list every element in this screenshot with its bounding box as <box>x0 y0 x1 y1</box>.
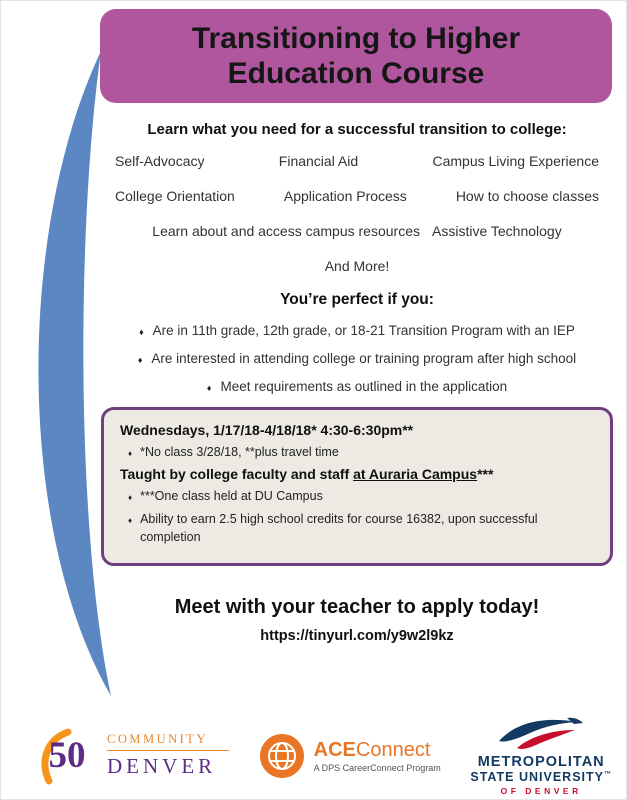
logo-row <box>37 715 612 796</box>
msu-of-denver-label: OF DENVER <box>500 786 582 796</box>
qualify-bullet <box>101 323 613 338</box>
ace-label: ACE <box>313 738 356 761</box>
flyer-body <box>101 121 613 644</box>
topics-row-1 <box>101 153 613 169</box>
schedule-note <box>128 510 594 546</box>
ace-name <box>314 739 441 761</box>
topics-row-3 <box>101 223 613 239</box>
diamond-bullet-icon: ♦ <box>128 449 133 458</box>
cta-heading: Meet with your teacher to apply today! <box>174 595 540 618</box>
qualify-bullet-text: Are in 11th grade, 12th grade, or 18-21 Transition Program with an IEP <box>152 323 575 338</box>
intro-heading: Learn what you need for a successful transition to college: <box>147 121 567 138</box>
msu-metropolitan-label: METROPOLITAN <box>477 754 605 770</box>
qualify-bullet-text: Meet requirements as outlined in the application <box>220 379 508 394</box>
qualify-bullet <box>101 379 613 394</box>
ccd-denver-label: DENVER <box>107 754 217 778</box>
schedule-line: Wednesdays, 1/17/18-4/18/18* 4:30-6:30pm** <box>120 422 414 438</box>
ccd-logo-text <box>107 732 229 779</box>
topic-item: Application Process <box>283 188 407 204</box>
schedule-note-text: ***One class held at DU Campus <box>140 489 323 504</box>
qualify-heading: You’re perfect if you: <box>280 291 434 308</box>
ccd-logo <box>37 725 229 787</box>
ccd-50-text: 50 <box>48 735 86 776</box>
title-banner <box>100 9 612 103</box>
topic-item: How to choose classes <box>455 188 599 204</box>
ccd-50-mark <box>37 725 97 787</box>
globe-icon <box>259 733 305 779</box>
taught-suffix: *** <box>477 466 494 483</box>
msu-denver-logo <box>470 715 612 796</box>
trademark-symbol: ™ <box>603 770 612 778</box>
diamond-bullet-icon: ♦ <box>128 516 133 526</box>
qualify-bullet-text: Are interested in attending college or training program after high school <box>151 351 577 366</box>
topics-row-4: And More! <box>324 258 390 274</box>
ccd-community-label: COMMUNITY <box>107 732 208 746</box>
ace-logo-text <box>314 739 441 773</box>
topic-item: Campus Living Experience <box>432 153 599 169</box>
topic-item: Financial Aid <box>278 153 359 169</box>
eagle-icon <box>497 715 585 753</box>
schedule-note-text: *No class 3/28/18, **plus travel time <box>140 445 339 459</box>
ace-tagline: A DPS CareerConnect Program <box>313 762 441 773</box>
taught-line <box>120 466 594 482</box>
ace-connect-logo <box>259 733 441 779</box>
connect-label: Connect <box>355 738 431 761</box>
topic-item: Self-Advocacy <box>115 153 205 169</box>
schedule-note-text: Ability to earn 2.5 high school credits for course 16382, upon successful completion <box>140 512 538 545</box>
qualify-bullet <box>101 351 613 366</box>
schedule-note <box>128 443 594 461</box>
topic-item: Assistive Technology <box>432 223 562 239</box>
taught-location: at Auraria Campus <box>353 466 478 483</box>
topic-item: Learn about and access campus resources <box>152 223 420 239</box>
msu-state-university-label: STATE UNIVERSITY™ <box>470 770 612 784</box>
diamond-bullet-icon: ♦ <box>139 327 144 337</box>
page-title: Transitioning to Higher Education Course <box>191 21 521 90</box>
schedule-note <box>128 487 594 505</box>
diamond-bullet-icon: ♦ <box>137 355 143 365</box>
diamond-bullet-icon: ♦ <box>128 493 133 503</box>
schedule-box <box>101 407 613 566</box>
apply-url[interactable]: https://tinyurl.com/y9w2l9kz <box>260 627 454 644</box>
taught-prefix: Taught by college faculty and staff <box>120 466 354 483</box>
topic-item: College Orientation <box>115 188 235 204</box>
topics-row-2 <box>101 188 613 204</box>
ccd-divider-line <box>107 750 229 751</box>
diamond-bullet-icon: ♦ <box>206 383 212 393</box>
